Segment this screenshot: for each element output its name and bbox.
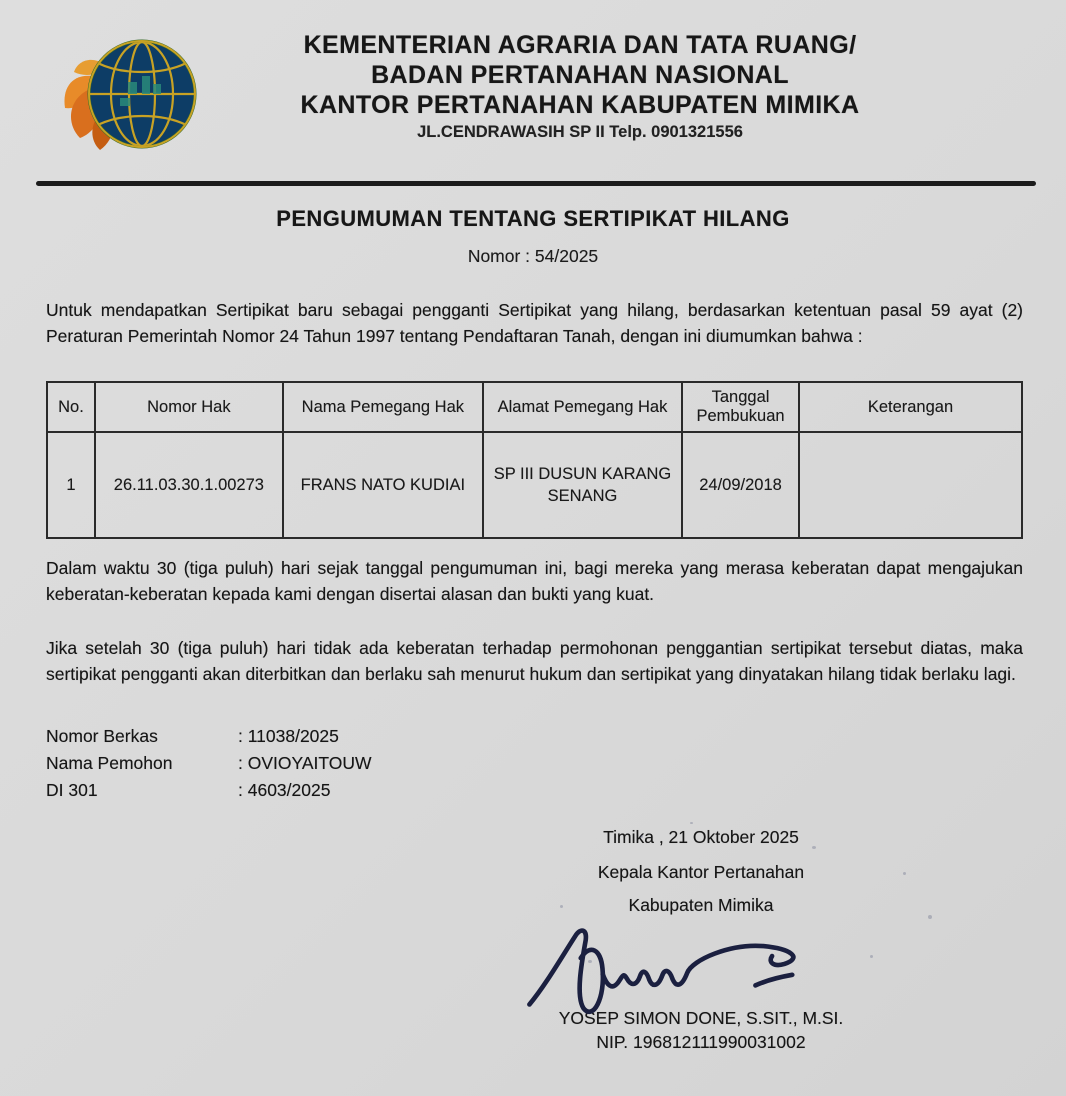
ministry-name-line2: BADAN PERTANAHAN NASIONAL xyxy=(371,61,789,89)
stamp-residue-dot xyxy=(560,905,563,908)
detail-value: : 11038/2025 xyxy=(238,726,339,746)
document-title: PENGUMUMAN TENTANG SERTIPIKAT HILANG xyxy=(276,206,790,231)
detail-label: Nama Pemohon xyxy=(46,753,173,773)
intro-paragraph: Untuk mendapatkan Sertipikat baru sebagai pengganti Sertipikat yang hilang, berdasarkan ketentuan pasal 59 ayat (2) Peraturan Pemerintah Nomor 24 Tahun 1997 tentang Pendaftaran Tanah, dengan ini diumumkan bahwa : xyxy=(46,300,1023,346)
col-header-tanggal-pembukuan: Tanggal Pembukuan xyxy=(682,382,799,432)
col-header-alamat-pemegang-hak: Alamat Pemegang Hak xyxy=(483,382,682,432)
cell-nomor-hak: 26.11.03.30.1.00273 xyxy=(95,432,283,538)
handwritten-signature xyxy=(506,908,839,1023)
signature-block xyxy=(486,824,916,1053)
signer-title-line1: Kepala Kantor Pertanahan xyxy=(597,862,805,882)
validity-paragraph: Jika setelah 30 (tiga puluh) hari tidak ada keberatan terhadap permohonan penggantian sertipikat tersebut diatas, maka sertipikat pengganti akan diterbitkan dan berlaku sah menurut hukum dan sertipikat yang dinyatakan hilang tidak berlaku lagi. xyxy=(46,638,1023,684)
detail-di-301 xyxy=(46,777,1066,804)
stamp-residue-dot xyxy=(588,960,592,963)
stamp-residue-dot xyxy=(640,835,643,838)
letterhead xyxy=(0,0,1066,167)
cell-keterangan xyxy=(799,432,1022,538)
col-header-nama-pemegang-hak: Nama Pemegang Hak xyxy=(283,382,483,432)
cell-alamat-pemegang-hak: SP III DUSUN KARANG SENANG xyxy=(483,432,682,538)
detail-nama-pemohon xyxy=(46,750,1066,777)
office-name: KANTOR PERTANAHAN KABUPATEN MIMIKA xyxy=(300,91,860,119)
ministry-name-line1: KEMENTERIAN AGRARIA DAN TATA RUANG/ xyxy=(303,31,857,59)
bpn-globe-icon xyxy=(58,24,198,162)
detail-value: : OVIOYAITOUW xyxy=(238,753,372,773)
stamp-residue-dot xyxy=(903,872,906,875)
signer-title-line2: Kabupaten Mimika xyxy=(628,895,774,915)
cell-no: 1 xyxy=(47,432,95,538)
stamp-residue-dot xyxy=(870,955,873,958)
ministry-logo-icon xyxy=(58,24,206,167)
detail-nomor-berkas xyxy=(46,723,1066,750)
col-header-no: No. xyxy=(47,382,95,432)
stamp-residue-dot xyxy=(812,846,816,849)
table-row xyxy=(47,432,1022,538)
cell-nama-pemegang-hak: FRANS NATO KUDIAI xyxy=(283,432,483,538)
certificate-table-wrapper xyxy=(46,381,1023,539)
letterhead-text xyxy=(206,24,1066,142)
detail-value: : 4603/2025 xyxy=(238,780,331,800)
stamp-residue-dot xyxy=(928,915,932,919)
office-address: JL.CENDRAWASIH SP II Telp. 0901321556 xyxy=(417,123,743,141)
header-divider xyxy=(36,181,1036,186)
col-header-keterangan: Keterangan xyxy=(799,382,1022,432)
detail-label: DI 301 xyxy=(46,780,98,800)
stamp-residue-dot xyxy=(690,822,693,824)
document-number: Nomor : 54/2025 xyxy=(467,246,599,266)
cell-tanggal-pembukuan: 24/09/2018 xyxy=(682,432,799,538)
signer-name: YOSEP SIMON DONE, S.SIT., M.SI. xyxy=(558,1008,844,1028)
objection-paragraph: Dalam waktu 30 (tiga puluh) hari sejak tanggal pengumuman ini, bagi mereka yang merasa keberatan dapat mengajukan keberatan-keberatan kepada kami dengan disertai alasan dan bukti yang kuat. xyxy=(46,558,1023,604)
place-and-date: Timika , 21 Oktober 2025 xyxy=(603,827,799,847)
signer-nip: NIP. 196812111990031002 xyxy=(596,1032,806,1052)
file-details xyxy=(46,723,1066,804)
table-header-row xyxy=(47,382,1022,432)
certificate-table xyxy=(46,381,1023,539)
detail-label: Nomor Berkas xyxy=(46,726,158,746)
col-header-nomor-hak: Nomor Hak xyxy=(95,382,283,432)
